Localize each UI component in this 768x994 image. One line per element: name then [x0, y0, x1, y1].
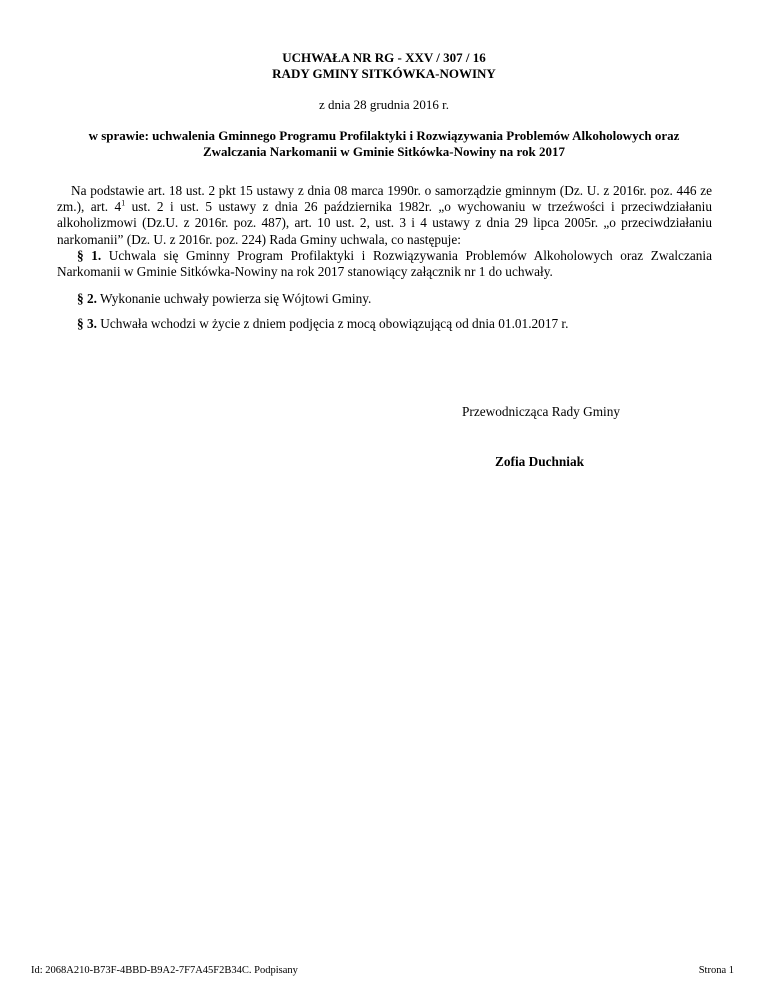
section-3-text: Uchwała wchodzi w życie z dniem podjęcia z mocą obowiązującą od dnia 01.01.2017 r. [96, 316, 569, 331]
signatory-role: Przewodnicząca Rady Gminy [462, 404, 621, 419]
subject-line-2: Zwalczania Narkomanii w Gminie Sitkówka-Nowiny na rok 2017 [203, 144, 565, 159]
signatory-name: Zofia Duchniak [495, 454, 585, 469]
section-2-number: § 2. [77, 291, 97, 306]
section-1 [57, 248, 712, 280]
section-2-text: Wykonanie uchwały powierza się Wójtowi Gminy. [96, 291, 372, 306]
section-3-number: § 3. [77, 316, 97, 331]
legal-basis-superscript: 1 [121, 198, 126, 208]
resolution-date: z dnia 28 grudnia 2016 r. [319, 97, 449, 112]
legal-basis-part-1: Na podstawie art. 18 ust. 2 pkt 15 ustawy z dnia 08 marca 1990r. o samorządzie gminnym (Dz. U. z 2016r. poz. 446 ze zm.), art. 4 [57, 183, 712, 215]
subject-line-1: w sprawie: uchwalenia Gminnego Programu Profilaktyki i Rozwiązywania Problemów Alkoholowych oraz [88, 128, 680, 143]
section-1-number: § 1. [77, 248, 102, 263]
section-1-text: Uchwala się Gminny Program Profilaktyki i Rozwiązywania Problemów Alkoholowych oraz Zwalczania Narkomanii w Gminie Sitkówka-Nowiny na rok 2017 stanowiący załącznik nr 1 do uchwały. [57, 248, 712, 280]
section-2 [57, 291, 712, 307]
footer-page-number: Strona 1 [698, 965, 734, 976]
footer-document-id: Id: 2068A210-B73F-4BBD-B9A2-7F7A45F2B34C. Podpisany [31, 965, 298, 976]
resolution-title [0, 50, 768, 82]
legal-basis-part-2: ust. 2 i ust. 5 ustawy z dnia 26 października 1982r. „o wychowaniu w trzeźwości i przeciwdziałaniu alkoholizmowi (Dz.U. z 2016r. poz. 487), art. 10 ust. 2, ust. 3 i 4 ustawy z dnia 29 lipca 2005r. „o przeciwdziałaniu narkomanii” (Dz. U. z 2016r. poz. 224) Rada Gminy uchwala, co następuje: [57, 199, 712, 247]
resolution-number: UCHWAŁA NR RG - XXV / 307 / 16 [282, 50, 486, 65]
legal-basis-paragraph [57, 183, 712, 248]
council-name: RADY GMINY SITKÓWKA-NOWINY [272, 66, 496, 81]
resolution-subject [0, 128, 768, 160]
section-3 [57, 316, 712, 332]
